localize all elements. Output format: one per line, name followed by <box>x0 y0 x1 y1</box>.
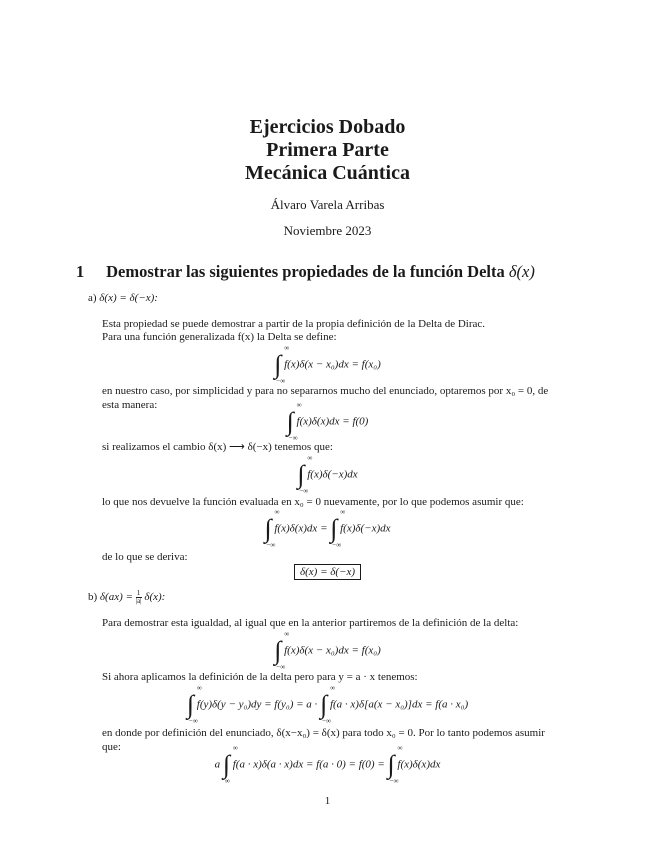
part-a-p6: lo que nos devuelve la función evaluada en x₀ = 0 nuevamente, por lo que podemos asumir que: <box>102 496 524 508</box>
author: Álvaro Varela Arribas <box>270 197 385 212</box>
section-title: Demostrar las siguientes propiedades de la función Delta <box>106 262 505 281</box>
integral-sign: ∫ ∞ −∞ <box>274 344 290 385</box>
part-a-p7: de lo que se deriva: <box>102 551 188 563</box>
integral-sign: ∫ ∞ −∞ <box>297 454 313 495</box>
title-line-2: Primera Parte <box>266 139 389 161</box>
integral-sign: ∫ ∞ −∞ <box>320 684 336 725</box>
equation-a4: ∫ ∞ −∞ f(x)δ(x)dx = ∫ ∞ −∞ f(x)δ(−x)dx <box>264 508 391 549</box>
part-a-label: a) <box>88 292 97 304</box>
title-line-3: Mecánica Cuántica <box>245 162 410 184</box>
fraction: $\frac{1}{|a|}$ <box>135 589 142 605</box>
part-b-p1: Para demostrar esta igualdad, al igual que en la anterior partiremos de la definición de la delta: <box>102 617 519 629</box>
section-number: 1 <box>76 262 85 281</box>
page-number: 1 <box>324 795 331 807</box>
part-b-p4: que: <box>102 741 121 753</box>
part-a-p4: esta manera: <box>102 399 158 411</box>
part-a-label-row <box>88 292 158 304</box>
integral-sign: ∫ ∞ −∞ <box>264 508 280 549</box>
integral-sign: ∫ ∞ −∞ <box>286 401 302 442</box>
integral-sign: ∫ ∞ −∞ <box>274 630 290 671</box>
equation-a2: ∫ ∞ −∞ f(x)δ(x)dx = f(0) <box>286 401 369 442</box>
equation-a3: ∫ ∞ −∞ f(x)δ(−x)dx <box>297 454 358 495</box>
integral-sign: ∫ ∞ −∞ <box>186 684 202 725</box>
integral-sign: ∫ ∞ −∞ <box>330 508 346 549</box>
result-box <box>0 564 655 580</box>
part-b-p3: en donde por definición del enunciado, δ(x−x₀) = δ(x) para todo x₀ = 0. Por lo tanto podemos asumir <box>102 727 545 739</box>
date: Noviembre 2023 <box>283 223 372 238</box>
part-a-p2: Para una función generalizada f(x) la Delta se define: <box>102 331 337 343</box>
title-line-1: Ejercicios Dobado <box>249 116 406 138</box>
equation-b3: a ∫ ∞ ∞ f(a · x)δ(a · x)dx = f(a · 0) = f(0) = ∫ ∞ −∞ f(x)δ(x)dx <box>214 744 441 785</box>
equation-a1: ∫ ∞ −∞ f(x)δ(x − x₀)dx = f(x₀) <box>274 344 381 385</box>
part-a-p3: en nuestro caso, por simplicidad y para no separarnos mucho del enunciado, optaremos por x₀ = 0, de <box>102 385 549 397</box>
equation-b2: ∫ ∞ −∞ f(y)δ(y − y₀)dy = f(y₀) = a · ∫ ∞ −∞ f(a · x)δ[a(x − x₀)]dx = f(a · x₀) <box>186 684 469 725</box>
part-b-p2: Si ahora aplicamos la definición de la delta pero para y = a · x tenemos: <box>102 671 418 683</box>
boxed-result: δ(x) = δ(−x) <box>294 564 361 580</box>
part-a-p5: si realizamos el cambio δ(x) ⟶ δ(−x) tenemos que: <box>102 441 333 453</box>
part-a-statement: δ(x) = δ(−x): <box>99 292 158 304</box>
integral-sign: ∫ ∞ ∞ <box>222 744 238 785</box>
section-title-math: δ(x) <box>508 262 535 281</box>
part-a-p1: Esta propiedad se puede demostrar a partir de la propia definición de la Delta de Dirac. <box>102 318 486 330</box>
part-b-label-row: b) δ(ax) = $\frac{1}{|a|}$ δ(x): <box>88 589 166 605</box>
equation-b1: ∫ ∞ −∞ f(x)δ(x − x₀)dx = f(x₀) <box>274 630 381 671</box>
integral-sign: ∫ ∞ −∞ <box>387 744 403 785</box>
section-heading <box>76 262 535 282</box>
part-b-label: b) <box>88 591 98 604</box>
